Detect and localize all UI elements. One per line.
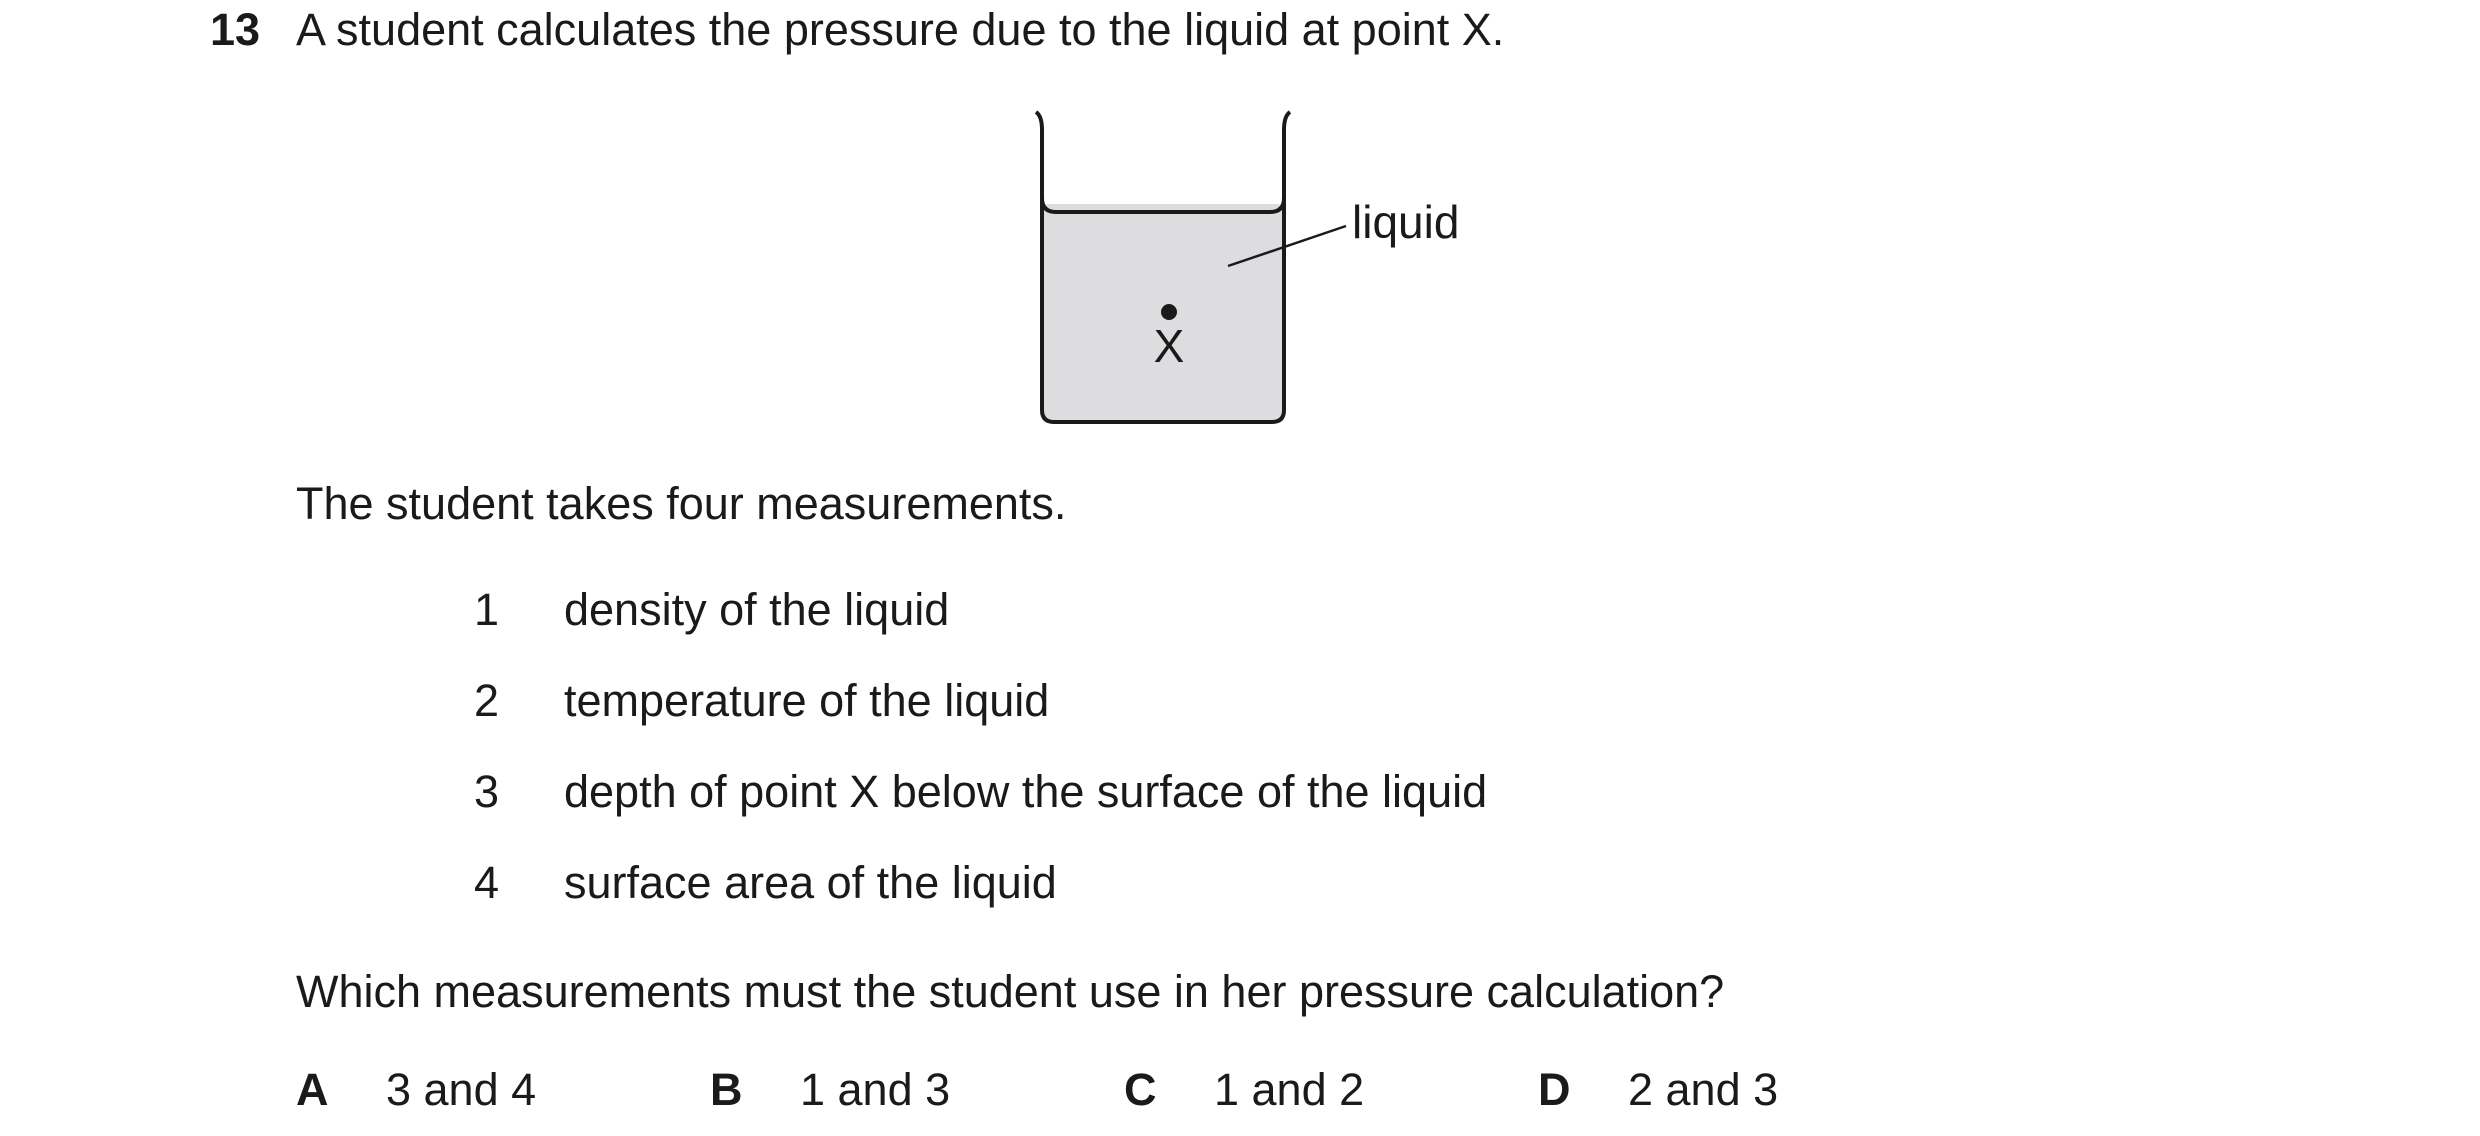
measurement-number: 2	[474, 675, 500, 726]
measurement-text: temperature of the liquid	[564, 675, 1050, 726]
point-x-dot	[1161, 304, 1177, 320]
measurement-number: 3	[474, 766, 500, 817]
liquid-label: liquid	[1352, 196, 1460, 248]
option-letter: B	[710, 1064, 743, 1115]
option-letter: C	[1124, 1064, 1157, 1115]
measurement-number: 4	[474, 857, 500, 908]
measurement-text: depth of point X below the surface of the liquid	[564, 766, 1488, 817]
question-number: 13	[210, 4, 261, 55]
option-c[interactable]	[1124, 1064, 1364, 1116]
intro-text: The student takes four measurements.	[296, 478, 1067, 529]
option-text: 1 and 3	[800, 1064, 951, 1115]
question-prompt: Which measurements must the student use in her pressure calculation?	[296, 966, 1725, 1017]
question-text: A student calculates the pressure due to the liquid at point X.	[296, 4, 1505, 55]
measurement-number: 1	[474, 584, 500, 635]
measurement-text: density of the liquid	[564, 584, 950, 635]
option-b[interactable]	[710, 1064, 950, 1116]
answer-options	[296, 1064, 2396, 1124]
option-a[interactable]	[296, 1064, 536, 1116]
beaker-diagram	[1000, 100, 1520, 440]
point-x-label: X	[1153, 320, 1185, 372]
option-letter: D	[1538, 1064, 1571, 1115]
option-text: 1 and 2	[1214, 1064, 1365, 1115]
option-d[interactable]	[1538, 1064, 1778, 1116]
measurement-text: surface area of the liquid	[564, 857, 1057, 908]
option-text: 3 and 4	[386, 1064, 537, 1115]
option-text: 2 and 3	[1628, 1064, 1779, 1115]
option-letter: A	[296, 1064, 329, 1115]
